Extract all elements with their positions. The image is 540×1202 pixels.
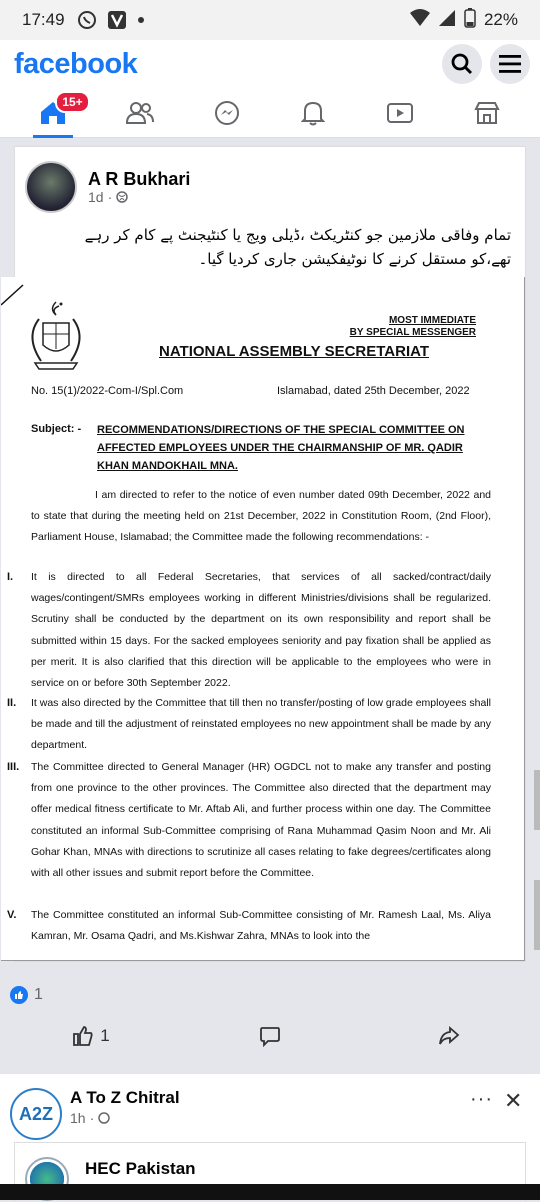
post-meta: 1d · [88, 189, 128, 205]
more-options-icon[interactable]: ··· [470, 1088, 493, 1110]
hamburger-icon [499, 55, 521, 73]
item-number: III. [7, 761, 20, 773]
status-time: 17:49 [22, 10, 65, 29]
document-date: Islamabad, dated 25th December, 2022 [277, 385, 470, 397]
status-bar [0, 0, 540, 40]
search-icon [451, 53, 473, 75]
bell-icon [301, 100, 325, 126]
document-title: NATIONAL ASSEMBLY SECRETARIAT [159, 343, 430, 360]
document-number: No. 15(1)/2022-Com-I/Spl.Com [31, 385, 184, 397]
close-icon[interactable]: ✕ [504, 1088, 523, 1113]
like-count: 1 [100, 1026, 110, 1045]
post-author[interactable]: A R Bukhari [88, 169, 191, 189]
share-icon [438, 1025, 460, 1047]
author-avatar[interactable] [25, 161, 77, 213]
post-caption: تمام وفاقی ملازمین جو کنٹریکٹ ،ڈیلی ویج یا کنٹیجنٹ پے کام کر رہے تھے،کو مستقل کرنے کا نوٹیفکیشن جاری کردیا گیا۔ [84, 226, 511, 268]
marketplace-icon [474, 100, 500, 126]
dot-icon [137, 16, 145, 24]
feed-post [7, 146, 526, 962]
tab-messenger[interactable] [197, 91, 257, 135]
comment-icon [259, 1025, 281, 1047]
battery-percent: 22% [483, 10, 518, 29]
comment-button[interactable] [189, 1014, 351, 1058]
reaction-count: 1 [34, 986, 43, 1003]
item-number: V. [7, 909, 17, 921]
document-image[interactable] [1, 277, 525, 961]
post-time[interactable]: 1h [70, 1110, 86, 1126]
item-paragraph: It was also directed by the Committee that till then no transfer/posting of low grade employees shall be made and till the adjustment of reinstated employees no new appointment shall be made by any department. [31, 697, 491, 752]
tab-notifications[interactable] [283, 91, 343, 135]
item-paragraph: The Committee directed to General Manager (HR) OGDCL not to make any transfer and posting from one province to the other provinces. The Committee also directed that the department may offer medical fitness certificate to Mr. Aftab Ali, and further process within one day. The Committee constituted an informal Sub-Committee comprising of Rana Muhammad Qasim Noon and Mr. Ali Gohar Khan, MNAs with directions to scrutinize all cases relating to fake degrees/certificates along with all other issues and submit report before the Committee. [31, 761, 491, 880]
thumbs-up-icon [72, 1025, 94, 1047]
battery-icon [464, 8, 476, 33]
home-notification-badge: 15+ [55, 91, 89, 113]
tab-home[interactable] [23, 91, 83, 135]
subject-text: RECOMMENDATIONS/DIRECTIONS OF THE SPECIAL COMMITTEE ON AFFECTED EMPLOYEES UNDER THE CHAIRMANSHIP OF MR. QADIR KHAN MANDOKHAIL MNA. [97, 424, 465, 472]
subject-label: Subject: - [31, 423, 82, 435]
reaction-summary[interactable] [10, 986, 43, 1004]
post-time[interactable]: 1d [88, 189, 104, 205]
v-app-icon [107, 10, 127, 30]
tab-bar [0, 88, 540, 138]
video-icon [386, 101, 414, 125]
post-author[interactable]: A To Z Chitral [70, 1088, 180, 1107]
post-actions [0, 1014, 540, 1058]
signal-icon [438, 9, 456, 32]
item-number: I. [7, 571, 14, 583]
tab-marketplace[interactable] [457, 91, 517, 135]
shared-author[interactable]: HEC Pakistan [85, 1159, 196, 1178]
document-priority: MOST IMMEDIATE BY SPECIAL MESSENGER [349, 315, 476, 338]
tab-friends[interactable] [110, 91, 170, 135]
item-paragraph: It is directed to all Federal Secretaries, that services of all sacked/contract/daily wages/contingent/SMRs employees working in different Ministries/divisions shall be regularized. Scrutiny shall be conducted by the department on its own responsibility and report shall be submitted within 15 days. For the sacked employees seniority and pay fixation shall be applied as per merit. It is also clarified that this direction will be applicable to the employees who were in service on or before 30th September 2022. [31, 571, 491, 690]
item-paragraph: The Committee constituted an informal Sub-Committee consisting of Mr. Ramesh Laal, Ms. Aliya Kamran, Mr. Osama Qadri, and Ms.Kishwar Zahra, MNAs to look into the [31, 909, 491, 943]
wifi-icon [410, 9, 430, 32]
search-button[interactable] [442, 44, 482, 84]
page-avatar[interactable]: A2Z [10, 1088, 62, 1140]
corner-mark [1, 277, 31, 317]
friends-icon [126, 101, 154, 125]
app-header [0, 40, 540, 88]
government-emblem-icon [21, 297, 91, 377]
whatsapp-icon [77, 10, 97, 30]
messenger-icon [214, 100, 240, 126]
item-number: II. [7, 697, 17, 709]
feed-post [0, 1074, 540, 1200]
system-nav-bar [0, 1184, 540, 1200]
like-button[interactable] [10, 1014, 172, 1058]
tab-watch[interactable] [370, 91, 430, 135]
intro-paragraph: I am directed to refer to the notice of even number dated 09th December, 2022 and to state that during the meeting held on 21st December, 2022 in Constitution Room, (2nd Floor), Parliament House, Islamabad; the Committee made the following recommendations: - [31, 489, 491, 544]
share-button[interactable] [368, 1014, 530, 1058]
globe-icon [116, 191, 128, 203]
post-meta: 1h · [70, 1110, 110, 1126]
globe-icon [98, 1112, 110, 1124]
like-reaction-icon [10, 986, 28, 1004]
facebook-logo[interactable]: facebook [14, 47, 138, 80]
menu-button[interactable] [490, 44, 530, 84]
edge-mark [534, 770, 540, 830]
edge-mark [534, 880, 540, 950]
